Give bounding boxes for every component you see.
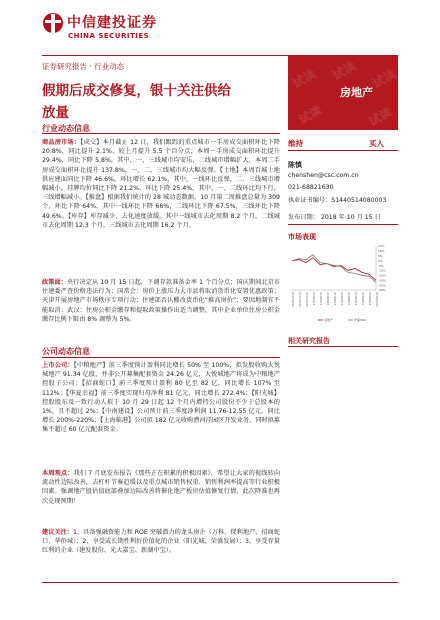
y-tick-label: 15% xyxy=(378,244,385,249)
paragraph-text: 1、具备强融资能力和 ROE 突破潜力的龙头房企（万科、保利地产、招商蛇口、华侨城）；2、享受或长期性利好价值化的企业（阳光城、荣盛发展）；3、享受存量红利的企业（建发股份、光大嘉宝、新湖中宝）。 xyxy=(42,529,281,555)
publish-date: 发布日期： 2018 年 10 月 15 日 xyxy=(288,214,381,221)
y-tick-label: -25% xyxy=(378,283,386,288)
y-tick-label: 10% xyxy=(378,249,385,254)
paragraph-text: 我们 7 月底发布报告《那些正在积累的积极因素》，希望让大家的视线转向流动性边际改善，去杠杆节奏趋缓以及重点城市销售权重、销售利润率提高等行业积极因素。强调地产股估值底部叠加边际改善将催化地产板块估值修复行情，此次降准也再次兑现预期！ xyxy=(42,470,281,505)
chart-series xyxy=(292,255,376,282)
rating-label: 维持 xyxy=(288,139,303,148)
y-tick-label: 0% xyxy=(378,258,383,263)
paragraph-text: 【中粮地产】前三季度预计盈利同比增长 50% 至 100%，拟发股收购大悦城地产 91.34 亿股，并非公开募集配套资金 24.26 亿元，大悦城地产将成为中粮地产控股子公司；【招商蛇口】前三季度预计盈利 80 亿至 82 亿，同比增长 107% 至 112%；【华夏幸福】前三季度实现归母净利 81 亿元，同比增长 272.4%；【阳光城】控股股东及一致行动人拟于 10 月 29 日起 12 个月内增持公司股份不少于总股本的 1%，且不超过 2%；【中南建设】公司预计前三季度净利润 11.76-12.55 亿元，同比增长 200%-220%；【上海临港】公司拟 182 亿元收购漕河泾园区开发业务，同时拟募集不超过 60 亿元配套资金。 xyxy=(42,362,280,434)
legend-label: 房地产 xyxy=(324,318,334,322)
paragraph-policy xyxy=(42,278,280,324)
y-tick-label: -30% xyxy=(378,288,386,293)
related-reports-heading: 相关研究报告 xyxy=(288,337,330,345)
analyst-phone: 021-68821630 xyxy=(288,184,334,191)
x-tick-label: 2018/8/13 xyxy=(361,292,364,306)
footer-divider xyxy=(42,582,398,583)
x-tick-label: 2018/5/13 xyxy=(340,292,343,306)
watermark-text: 试读 xyxy=(296,102,325,127)
logo-mark-icon xyxy=(42,12,64,42)
x-tick-label: 2018/6/13 xyxy=(347,292,350,306)
x-tick-label: 2017/10/13 xyxy=(291,292,294,307)
sector-banner xyxy=(288,56,398,130)
x-tick-label: 2017/11/13 xyxy=(298,292,301,307)
analyst-name: 陈慎 xyxy=(288,161,302,169)
market-performance-chart xyxy=(288,242,398,324)
x-tick-label: 2018/1/13 xyxy=(312,292,315,306)
company-name-en: CHINA SECURITIES xyxy=(68,32,150,40)
paragraph-label: 建议关注： xyxy=(42,529,74,536)
company-logo xyxy=(42,10,157,50)
watermark-text: 试读 xyxy=(330,58,359,83)
y-tick-label: -15% xyxy=(378,273,386,278)
chart-legend xyxy=(318,317,366,322)
x-tick-label: 2018/2/13 xyxy=(319,292,322,306)
paragraph-housing-market xyxy=(42,138,280,230)
rating-bar xyxy=(288,136,398,151)
section-divider xyxy=(288,346,398,347)
breadcrumb: 证券研究报告 · 行业动态 xyxy=(42,62,125,71)
watermark-text: 试读 xyxy=(290,66,319,91)
paragraph-label: 上市公司： xyxy=(42,362,74,369)
section-divider xyxy=(42,133,280,134)
x-tick-label: 2018/9/13 xyxy=(368,292,371,306)
watermark-text: 试读 xyxy=(366,104,395,129)
watermark-text: 试读 xyxy=(370,66,398,91)
chart-ticks xyxy=(291,244,386,307)
y-tick-label: 5% xyxy=(378,253,383,258)
section-divider xyxy=(288,224,398,225)
paragraph-text: 央行决定从 10 月 15 日起，下调存款准备金率 1 个百分点；国庆期间北京市住建委严查价格违法行为；国常会：房价上涨压力大市县将取消货币化安置优惠政策；天津开展房地产市场秩序专项行动；住建部否认棚改货币化“推高房价”；要因地制宜不能取消；武汉：住房公积金缴存和提取政策操作出适当调整，其中企业单位住房公积金缴存比例下限由 8% 调整为 5%。 xyxy=(42,279,281,323)
paragraph-label: 本周观点： xyxy=(42,470,74,477)
analyst-email[interactable]: chenshen@csc.com.cn xyxy=(288,172,359,179)
legend-label: 沪深300 xyxy=(354,318,366,322)
x-tick-label: 2017/12/13 xyxy=(305,292,308,307)
paragraph-label: 政策面： xyxy=(42,279,67,286)
paragraph-recommendations xyxy=(42,528,280,556)
company-name-cn: 中信建投证券 xyxy=(67,15,157,31)
section-heading-company: 公司动态信息 xyxy=(42,347,90,356)
sector-label: 房地产 xyxy=(340,86,373,99)
section-divider xyxy=(42,357,280,358)
certificate-number: 执业证书编号：S1440514080003 xyxy=(288,197,387,204)
report-title-line2: 放量 xyxy=(42,105,69,121)
rating-value: 买入 xyxy=(369,139,384,148)
paragraph-listed-companies xyxy=(42,361,280,435)
y-tick-label: -10% xyxy=(378,268,386,273)
report-title-line1: 假期后成交修复，银十关注供给 xyxy=(42,83,231,99)
x-tick-label: 2018/7/13 xyxy=(354,292,357,306)
chart-title: 市场表现 xyxy=(288,233,316,241)
x-tick-label: 2018/10/13 xyxy=(375,292,378,307)
y-tick-label: -20% xyxy=(378,278,386,283)
section-heading-industry: 行业动态信息 xyxy=(42,124,90,133)
series-line-0 xyxy=(292,258,376,280)
x-tick-label: 2018/4/13 xyxy=(333,292,336,306)
paragraph-label: 商品房市场： xyxy=(42,139,81,146)
chart-axes xyxy=(292,246,376,290)
paragraph-weekly-view xyxy=(42,469,280,506)
x-tick-label: 2018/3/13 xyxy=(326,292,329,306)
y-tick-label: -5% xyxy=(378,263,384,268)
paragraph-text: 【成交】本月截止 12 日，我们跟踪的重点城市一手房成交面积环比下降 20.8%，同比提升 2.1%，较上月提升 5.5 个百分点；本周一手房成交面积环比提升 29.4%，同比下降 5.8%，其中，一、三线城市均安乐，二线城市增幅扩大，本周二手房成交面积环比提升 137.8%，一、二、三线城市均大幅反弹。【土地】本周百城土地供应建面同比下降 46.6%，环比增长 62.1%，其中，一线环比反弹，二、三线城市增幅减小，挂牌均价同比下降 21.2%，环比下降 25.4%，其中，一、二线环比均下行，三线增幅减小。【推盘】根据我们统计的 28 城动态数据，10 月第二周推盘总量为 309 个，环比下降 64%，其中一线环比下降 66%，二线环比下降 67.5%，三线环比下降 49.6%。【库存】库存减少，去化速度放缓。其中一线城市去化周期 8.2 个月，二线城市去化周期 12.3 个月，三线城市去化周期 16.2 个月。 xyxy=(42,139,280,229)
series-line-1 xyxy=(292,255,376,282)
